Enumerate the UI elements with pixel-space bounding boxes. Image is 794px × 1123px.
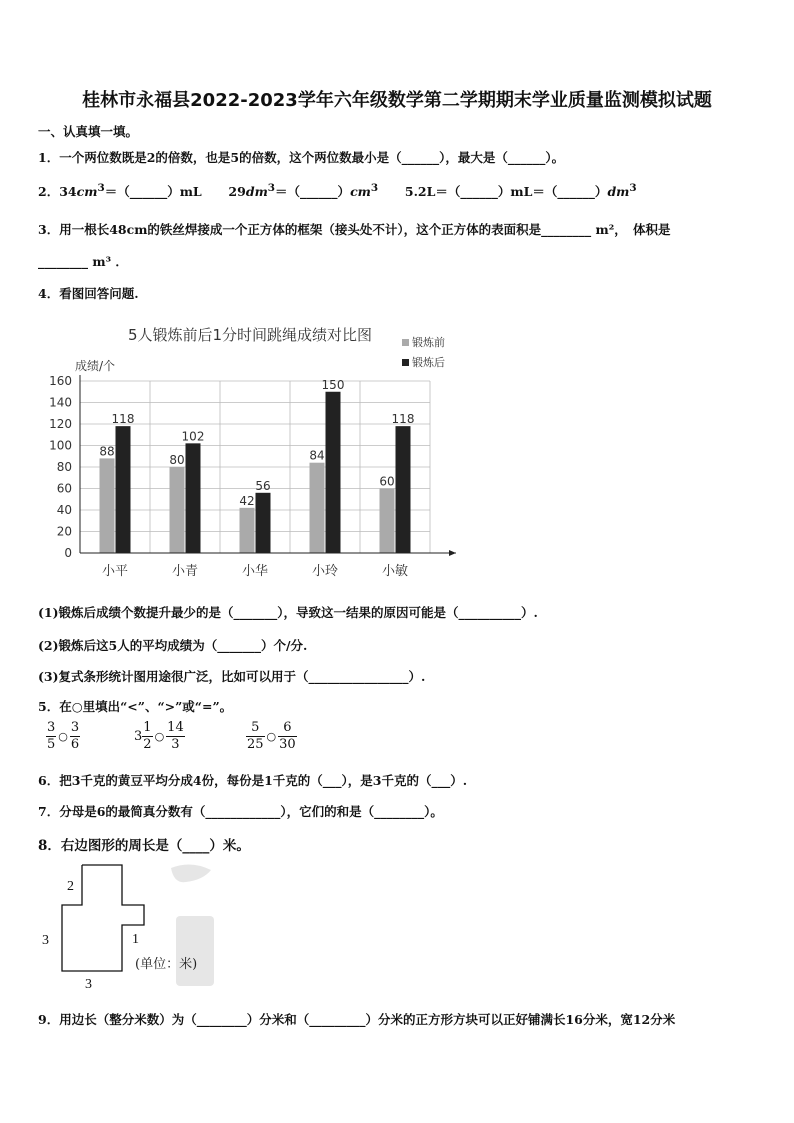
x-tick-label: 小敏 xyxy=(381,564,409,579)
x-tick-label: 小平 xyxy=(101,564,129,579)
y-tick-label: 40 xyxy=(56,503,72,517)
compare-pair-2 xyxy=(134,720,185,753)
data-label: 88 xyxy=(99,444,115,459)
chart-bars xyxy=(99,378,414,553)
y-tick-label: 160 xyxy=(49,374,72,388)
bar-before xyxy=(100,458,115,553)
question-6: 6．把3千克的黄豆平均分成4份，每份是1千克的（___），是3千克的（___）. xyxy=(38,773,468,788)
legend-swatch xyxy=(402,339,409,346)
bar-after xyxy=(396,426,411,553)
y-tick-label: 0 xyxy=(64,546,72,560)
y-tick-label: 20 xyxy=(56,524,72,539)
q2-part-b: 29 xyxy=(228,184,246,200)
question-4-sub1: (1)锻炼后成绩个数提升最少的是（_______），导致这一结果的原因可能是（__________）. xyxy=(38,605,538,620)
label-right: 1 xyxy=(132,932,139,947)
q2-unit-a: cm xyxy=(76,184,98,200)
bar-before xyxy=(170,467,185,553)
question-3-line2: ________ m³ ． xyxy=(38,254,128,269)
question-4-sub3: (3)复式条形统计图用途很广泛，比如可以用于（________________）. xyxy=(38,669,426,684)
figure-outline xyxy=(62,865,144,971)
q2-unit-b2: cm xyxy=(350,184,371,200)
question-2 xyxy=(38,182,637,200)
fraction: $\frac{3}{5}$ xyxy=(47,720,56,752)
x-tick-label: 小玲 xyxy=(311,564,339,579)
q2-exp-b2: 3 xyxy=(370,182,379,194)
q2-exp-b: 3 xyxy=(267,182,276,194)
q2-blank-b: ＝（______） xyxy=(275,184,351,200)
bar-chart xyxy=(30,318,470,588)
perimeter-figure xyxy=(36,858,236,993)
y-tick-label: 80 xyxy=(56,460,72,474)
data-label: 118 xyxy=(391,412,415,427)
label-bottom: 3 xyxy=(85,977,92,992)
bar-before xyxy=(240,508,255,553)
question-3: 3．用一根长48cm的铁丝焊接成一个正方体的框架（接头处不计），这个正方体的表面积是________ m²， 体积是 xyxy=(38,222,671,237)
data-label: 56 xyxy=(255,478,271,493)
bar-before xyxy=(310,463,325,553)
fraction: $\frac{5}{25}$ xyxy=(247,720,264,752)
y-tick-label: 120 xyxy=(49,417,72,431)
bar-after xyxy=(186,443,201,553)
q2-unit-c: dm xyxy=(607,184,630,200)
legend-label: 锻炼前 xyxy=(412,336,445,349)
chart-legend xyxy=(402,335,445,369)
unit-note: (单位：米) xyxy=(135,957,198,972)
compare-pair-3 xyxy=(246,720,297,753)
question-9: 9．用边长（整分米数）为（________）分米和（_________）分米的正方形方块可以正好铺满长16分米，宽12分米 xyxy=(38,1012,676,1027)
data-label: 84 xyxy=(309,448,325,463)
data-label: 42 xyxy=(239,493,255,508)
compare-pair-1 xyxy=(46,720,80,753)
q2-part-a: 2．34 xyxy=(38,184,77,200)
data-label: 118 xyxy=(111,412,135,427)
data-label: 60 xyxy=(379,474,395,489)
fraction: $\frac{1}{2}$ xyxy=(143,720,152,752)
y-tick-label: 100 xyxy=(49,438,72,453)
section-heading: 一、认真填一填。 xyxy=(38,124,139,139)
q2-part-c: 5.2L＝（______）mL＝（______） xyxy=(404,184,608,200)
compare-circle: ○ xyxy=(154,730,165,743)
x-axis-arrow xyxy=(449,550,456,556)
q2-blank-a: ＝（______）mL xyxy=(104,184,202,200)
label-left: 3 xyxy=(42,933,49,948)
bar-before xyxy=(380,489,395,554)
legend-swatch xyxy=(402,359,409,366)
fraction: $\frac{3}{6}$ xyxy=(70,720,80,752)
compare-circle: ○ xyxy=(58,730,68,743)
fraction: $\frac{6}{30}$ xyxy=(279,720,296,752)
legend-label: 锻炼后 xyxy=(412,356,445,369)
bar-after xyxy=(256,493,271,553)
data-label: 102 xyxy=(181,429,205,444)
question-5: 5．在○里填出“<”、“>”或“=”。 xyxy=(38,699,233,714)
q2-exp-c: 3 xyxy=(629,182,637,194)
compare-circle: ○ xyxy=(266,730,277,743)
question-4: 4．看图回答问题. xyxy=(38,286,139,301)
y-tick-label: 140 xyxy=(49,395,72,410)
data-label: 150 xyxy=(321,377,345,392)
y-axis-label: 成绩/个 xyxy=(75,359,116,373)
q2-unit-b: dm xyxy=(245,184,268,200)
bar-after xyxy=(116,426,131,553)
question-1: 1．一个两位数既是2的倍数，也是5的倍数，这个两位数最小是（______），最大是（______）。 xyxy=(38,150,565,165)
chart-title: 5人锻炼前后1分时间跳绳成绩对比图 xyxy=(127,326,373,344)
question-7: 7．分母是6的最简真分数有（____________），它们的和是（________）。 xyxy=(38,804,443,819)
y-tick-label: 60 xyxy=(56,481,72,496)
label-top: 2 xyxy=(67,879,74,894)
question-4-sub2: (2)锻炼后这5人的平均成绩为（_______）个/分. xyxy=(38,638,308,653)
data-label: 80 xyxy=(169,453,185,467)
x-tick-label: 小青 xyxy=(171,564,199,579)
mixed-whole: 3 xyxy=(134,729,143,744)
q2-exp-a: 3 xyxy=(97,182,105,194)
chart-grid xyxy=(80,381,430,553)
x-tick-label: 小华 xyxy=(241,564,269,579)
page-title: 桂林市永福县2022-2023学年六年级数学第二学期期末学业质量监测模拟试题 xyxy=(82,90,712,111)
question-8: 8．右边图形的周长是（____）米。 xyxy=(38,838,250,854)
bar-after xyxy=(326,392,341,553)
fraction: $\frac{14}{3}$ xyxy=(167,720,184,752)
